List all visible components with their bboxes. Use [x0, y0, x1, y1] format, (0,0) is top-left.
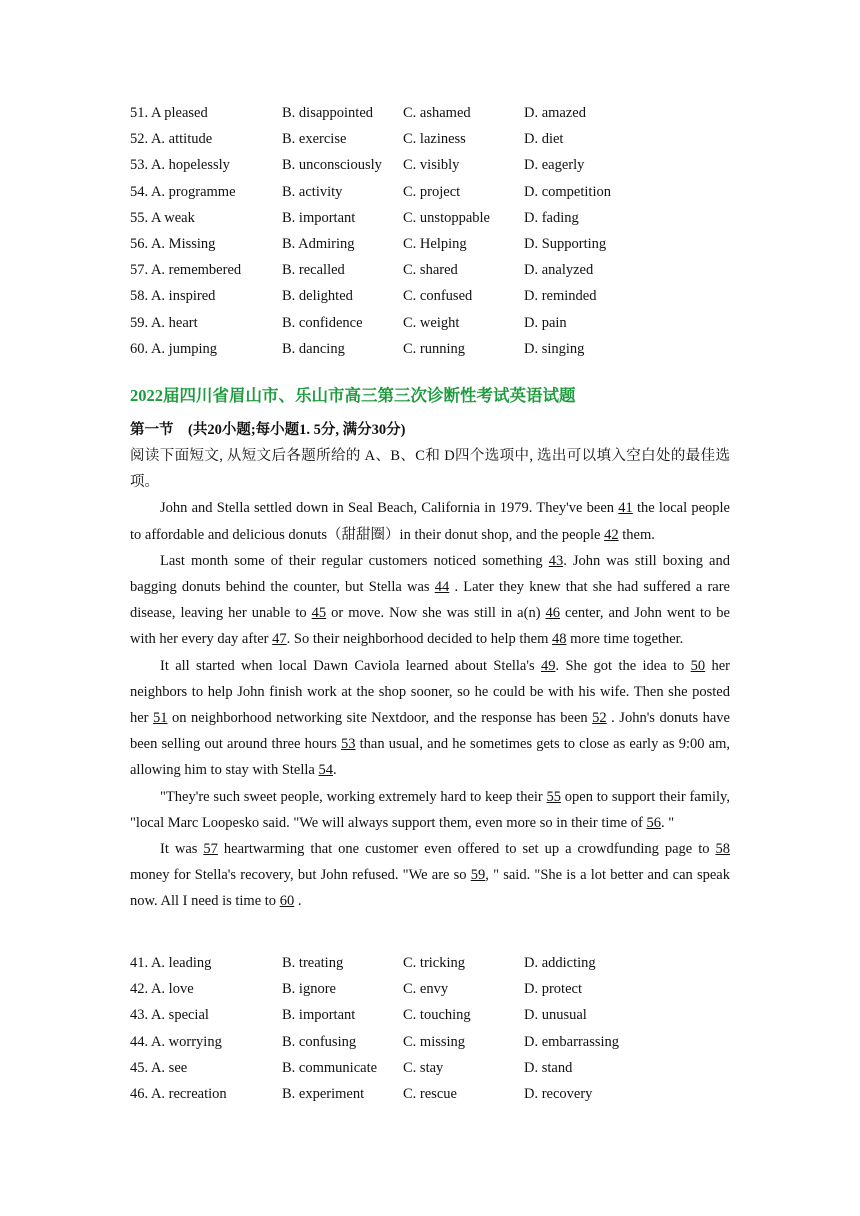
passage-text: . She got the idea to [555, 657, 691, 674]
option-cell: B. treating [282, 955, 344, 971]
option-cell: D. amazed [524, 105, 586, 121]
option-cell: D. pain [524, 314, 567, 331]
option-cell: 58. A. inspired [130, 288, 216, 305]
blank-number: 53 [340, 736, 356, 753]
option-row [130, 1083, 619, 1109]
passage-text: open to support their family, "local Marc Loopesko said. "We will always support them, even more so in their time of [130, 788, 730, 831]
blank-number: 42 [604, 526, 619, 543]
option-cell: 43. A. special [130, 1007, 209, 1024]
option-cell: 51. A pleased [130, 105, 208, 121]
option-row [130, 233, 611, 259]
option-cell: C. missing [403, 1033, 466, 1050]
passage-text: . [333, 762, 337, 779]
option-cell: B. ignore [282, 981, 336, 998]
option-cell: D. Supporting [524, 235, 607, 252]
blank-number: 44 [434, 579, 450, 596]
option-row [130, 259, 611, 285]
option-row [130, 181, 611, 207]
option-cell: 53. A. hopelessly [130, 157, 230, 174]
option-cell: B. Admiring [282, 235, 355, 252]
option-row [130, 312, 611, 338]
passage-text: . John was still boxing and bagging donuts behind the counter, but Stella was [130, 552, 730, 596]
option-cell: B. confidence [282, 314, 363, 331]
option-cell: C. laziness [403, 131, 466, 148]
option-row [130, 978, 619, 1004]
option-cell: D. diet [524, 131, 564, 148]
section-title: 第一节 (共20小题;每小题1. 5分, 满分30分) [130, 422, 406, 438]
option-row [130, 128, 611, 154]
option-cell: D. unusual [524, 1007, 587, 1024]
option-cell: 55. A weak [130, 209, 195, 226]
option-cell: 54. A. programme [130, 183, 236, 200]
option-cell: C. unstoppable [403, 209, 490, 226]
option-cell: B. unconsciously [282, 157, 382, 174]
option-row [130, 154, 611, 180]
option-cell: B. experiment [282, 1085, 365, 1102]
blank-number: 52 [592, 710, 607, 727]
passage-text: John and Stella settled down in Seal Beach, California in 1979. They've been [160, 500, 619, 517]
passage-paragraph [130, 784, 730, 836]
blank-number: 56 [646, 814, 661, 831]
option-row [130, 1031, 619, 1057]
passage [130, 443, 730, 915]
blank-number: 57 [203, 841, 218, 858]
option-row [130, 1004, 619, 1030]
passage-text: money for Stella's recovery, but John refused. "We are so [130, 867, 471, 884]
blank-number: 46 [545, 605, 561, 622]
blank-number: 45 [311, 605, 327, 622]
option-cell: 46. A. recreation [130, 1085, 227, 1102]
option-cell: C. rescue [403, 1085, 457, 1102]
option-cell: B. recalled [282, 262, 345, 279]
option-cell: B. activity [282, 183, 343, 200]
blank-number: 51 [153, 710, 168, 727]
options-list-51-60 [130, 102, 611, 364]
option-cell: B. important [282, 209, 356, 226]
option-row [130, 285, 611, 311]
option-cell: 42. A. love [130, 981, 194, 998]
option-row [130, 338, 611, 364]
blank-number: 48 [552, 631, 567, 648]
option-cell: 60. A. jumping [130, 340, 218, 357]
passage-text: It was [160, 841, 204, 858]
passage-text: more time together. [566, 631, 684, 648]
option-cell: D. addicting [524, 955, 596, 971]
passage-text: . " [660, 814, 675, 831]
option-cell: C. envy [403, 981, 449, 998]
option-cell: B. disappointed [282, 105, 374, 121]
option-cell: C. stay [403, 1059, 444, 1076]
passage-text: . So their neighborhood decided to help them [286, 631, 553, 648]
blank-number: 50 [690, 657, 706, 674]
option-cell: 52. A. attitude [130, 131, 213, 148]
option-cell: B. important [282, 1007, 356, 1024]
blank-number: 54 [318, 762, 333, 779]
option-cell: 59. A. heart [130, 314, 198, 331]
option-row [130, 207, 611, 233]
passage-text: heartwarming that one customer even offered to set up a crowdfunding page to [217, 841, 716, 858]
blank-number: 59 [470, 867, 486, 884]
option-row [130, 102, 611, 128]
blank-number: 47 [272, 631, 287, 648]
passage-paragraph [130, 836, 730, 915]
option-cell: B. dancing [282, 340, 345, 357]
option-cell: C. tricking [403, 955, 466, 971]
option-cell: D. eagerly [524, 157, 585, 174]
option-cell: C. project [403, 183, 461, 200]
passage-paragraphs [130, 495, 730, 914]
option-row [130, 952, 619, 978]
option-cell: D. fading [524, 209, 579, 226]
passage-text: her neighbors to help John finish work at the shop sooner, so he could be with his wife. Then she posted her [130, 657, 731, 727]
option-cell: D. reminded [524, 288, 597, 305]
option-row [130, 1057, 619, 1083]
blank-number: 58 [715, 841, 730, 858]
option-cell: B. exercise [282, 131, 347, 148]
blank-number: 41 [618, 500, 633, 517]
option-cell: B. delighted [282, 288, 353, 305]
option-cell: B. communicate [282, 1059, 378, 1076]
passage-text: center, and John went to be with her every day after [130, 605, 730, 648]
passage-text: Last month some of their regular customers noticed something [160, 552, 549, 569]
exam-heading: 2022届四川省眉山市、乐山市高三第三次诊断性考试英语试题 [130, 386, 576, 405]
passage-paragraph [130, 653, 730, 784]
option-cell: C. weight [403, 314, 460, 331]
passage-text: or move. Now she was still in a(n) [326, 605, 546, 622]
option-cell: C. touching [403, 1007, 471, 1024]
option-cell: C. running [403, 340, 466, 357]
option-cell: D. protect [524, 981, 582, 998]
option-cell: 57. A. remembered [130, 262, 242, 279]
passage-text: than usual, and he sometimes gets to close as early as 9:00 am, allowing him to stay with Stella [130, 736, 731, 779]
option-cell: B. confusing [282, 1033, 357, 1050]
passage-text: . [294, 893, 302, 910]
blank-number: 55 [546, 788, 562, 805]
option-cell: D. competition [524, 183, 611, 200]
passage-text: "They're such sweet people, working extremely hard to keep their [160, 788, 547, 805]
option-cell: C. shared [403, 262, 458, 279]
passage-text: . John's donuts have been selling out around three hours [130, 710, 730, 753]
option-cell: C. visibly [403, 157, 460, 174]
option-cell: 56. A. Missing [130, 235, 216, 252]
passage-text: It all started when local Dawn Caviola learned about Stella's [160, 657, 541, 674]
option-cell: D. recovery [524, 1085, 593, 1102]
blank-number: 60 [279, 893, 295, 910]
option-cell: D. analyzed [524, 262, 594, 279]
option-cell: C. ashamed [403, 105, 471, 121]
option-cell: D. singing [524, 340, 585, 357]
option-cell: 45. A. see [130, 1059, 188, 1076]
option-cell: C. confused [403, 288, 473, 305]
option-cell: D. embarrassing [524, 1033, 620, 1050]
option-cell: 41. A. leading [130, 955, 212, 971]
option-cell: C. Helping [403, 235, 467, 252]
passage-paragraph [130, 495, 730, 547]
passage-text: , " said. "She is a lot better and can speak now. All I need is time to [130, 867, 730, 910]
passage-text: on neighborhood networking site Nextdoor, and the response has been [167, 710, 593, 727]
option-cell: D. stand [524, 1059, 573, 1076]
passage-paragraph [130, 548, 730, 653]
instructions: 阅读下面短文, 从短文后各题所给的 A、B、C和 D四个选项中, 选出可以填入空白处的最佳选项。 [130, 448, 730, 491]
blank-number: 43 [548, 552, 564, 569]
options-list-41-46 [130, 952, 619, 1109]
passage-text: them. [618, 526, 655, 543]
blank-number: 49 [540, 657, 556, 674]
option-cell: 44. A. worrying [130, 1033, 222, 1050]
passage-text: the local people to affordable and delicious donuts（甜甜圈）in their donut shop, and the people [130, 500, 730, 543]
passage-text: . Later they knew that she had suffered a rare disease, leaving her unable to [130, 579, 730, 622]
